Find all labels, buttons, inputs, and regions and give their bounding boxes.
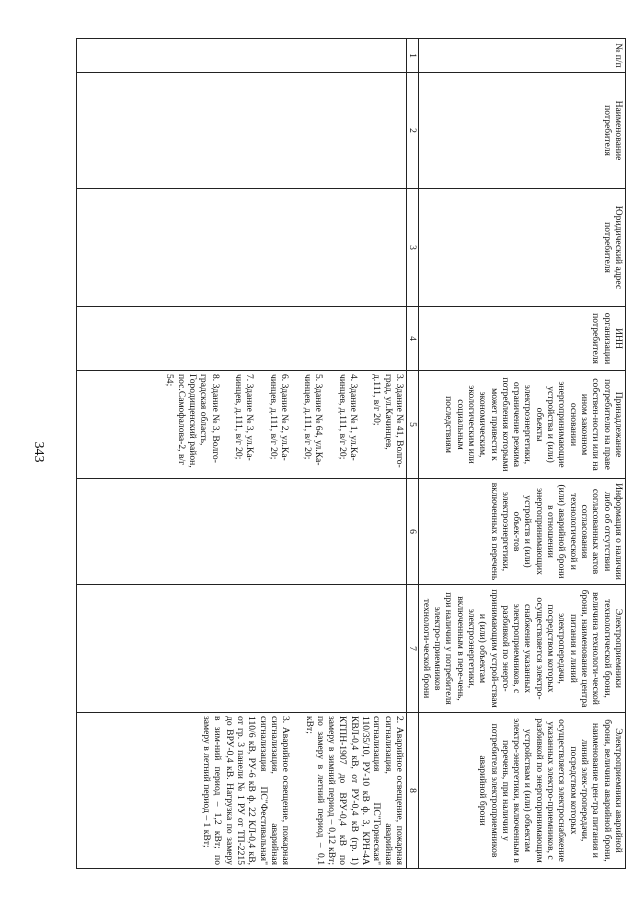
cell-col-8 [77, 713, 407, 869]
col-number: 3 [407, 189, 419, 307]
list-item: 7. Здание № 3, ул.Ка-чинцев, д.111, в/г 20; [232, 374, 256, 461]
col-number: 2 [407, 73, 419, 189]
cell-col-7 [77, 585, 407, 713]
header-col-6: Информация о наличии либо об отсутствии согласованных актов согласования технологической и (или) аварийной брони в отношении энергопринимающих устройств и (или) объек-тов электроэнергетики, включенных в перечень [419, 479, 626, 585]
header-row [419, 39, 626, 869]
list-item: 6. Здание № 2, ул.Ка-чинцев, д.111, в/г 20; [267, 374, 290, 461]
header-col-3: Юридический адрес потребителя [419, 189, 626, 307]
header-col-4: ИНН организации потребителя [419, 307, 626, 371]
list-item: 3. Аварийное освещение, пожарная сигнализация, аварийная сигнализация ПС"Фестивальная" 110/6 кВ, РУ-6 кВ ф. 22 КЛ-0,4 кВ, от гр. 3 панели № 1 РУ от ТП-2215 до ВРУ-0,4 кВ. Нагрузка по замеру в зим-ний период – 1,2 кВт; по замеру в летний период – 1 кВт; [201, 716, 292, 865]
col-number: 8 [407, 713, 419, 869]
col-number: 6 [407, 479, 419, 585]
header-col-5: Принадлежание потребителю на праве собствен-ности или на ином законном основании энергопринимающие устройства и (или) объекты электроэнергетики, ограничение режима потребления которыми может привести к экономическим, экологическим или социальным последствиям [419, 371, 626, 479]
list-item: 5. Здание № 64, ул.Ка-чинцев, д.111, в/г 20; [302, 374, 325, 466]
cell-col-2 [77, 73, 407, 189]
header-col-8: Электроприемники аварийной брони, величина аварийной брони, наименование цен-тра питания и линий элек-тропередачи, посредством которых осуществляется электроснабжение указанных электро-приемников, с разбивкой по энергопринимающим устройствам и (или) объектам электро-энергетики, включенным в перечень, при наличии у потребителя электроприемников аварийной брони [419, 713, 626, 869]
column-number-row [407, 39, 419, 869]
cell-col-6 [77, 479, 407, 585]
col-number: 7 [407, 585, 419, 713]
cell-col-5 [77, 371, 407, 479]
col-number: 1 [407, 39, 419, 73]
rotated-table-wrapper [70, 38, 626, 868]
page-number: 343 [31, 441, 46, 463]
list-item: 4. Здание № 1, ул.Ка-чинцев, д.111, в/г 20; [336, 374, 360, 461]
cell-col-1 [77, 39, 407, 73]
data-row [77, 39, 407, 869]
list-item: 8. Здание № 3, Волго-градская область, Городищенский район, пос.Самофалова-2, в/г 54; [164, 374, 221, 468]
col-number: 4 [407, 307, 419, 371]
col-number: 5 [407, 371, 419, 479]
header-col-1: № п/п [419, 39, 626, 73]
cell-col-3 [77, 189, 407, 307]
header-col-2: Наименование потребителя [419, 73, 626, 189]
consumer-table [76, 38, 626, 869]
list-item: 3. Здание № 41, Волго-град, ул.Качинцев, д.111, в/г 20; [371, 374, 406, 468]
cell-col-4 [77, 307, 407, 371]
header-col-7: Электроприемники технологической брони, величина технологи-ческой брони, наименование центра питания и линий электропередачи, посредством которых осуществляется электро-снабжение указанных электроприемников, с разбивкой по энерго-принимающим устрой-ствам и (или) объектам электроэнергетики, включенным в пере-чень, при наличии у потребителя электро-приемников технологи-ческой брони [419, 585, 626, 713]
list-item: 2. Аварийное освещение, пожарная сигнализация, аварийная сигнализация ПС"Горнеская" 110/35/10, РУ-10 кВ ф. 3, КРН-4А КВЛ-0,4 кВ, от РУ-0,4 кВ (гр. 1) КТПН-1907 до ВРУ-0,4 кВ по замеру в зимний период – 0,12 кВт; по замеру в летний период – 0,1 кВт; [303, 716, 406, 865]
